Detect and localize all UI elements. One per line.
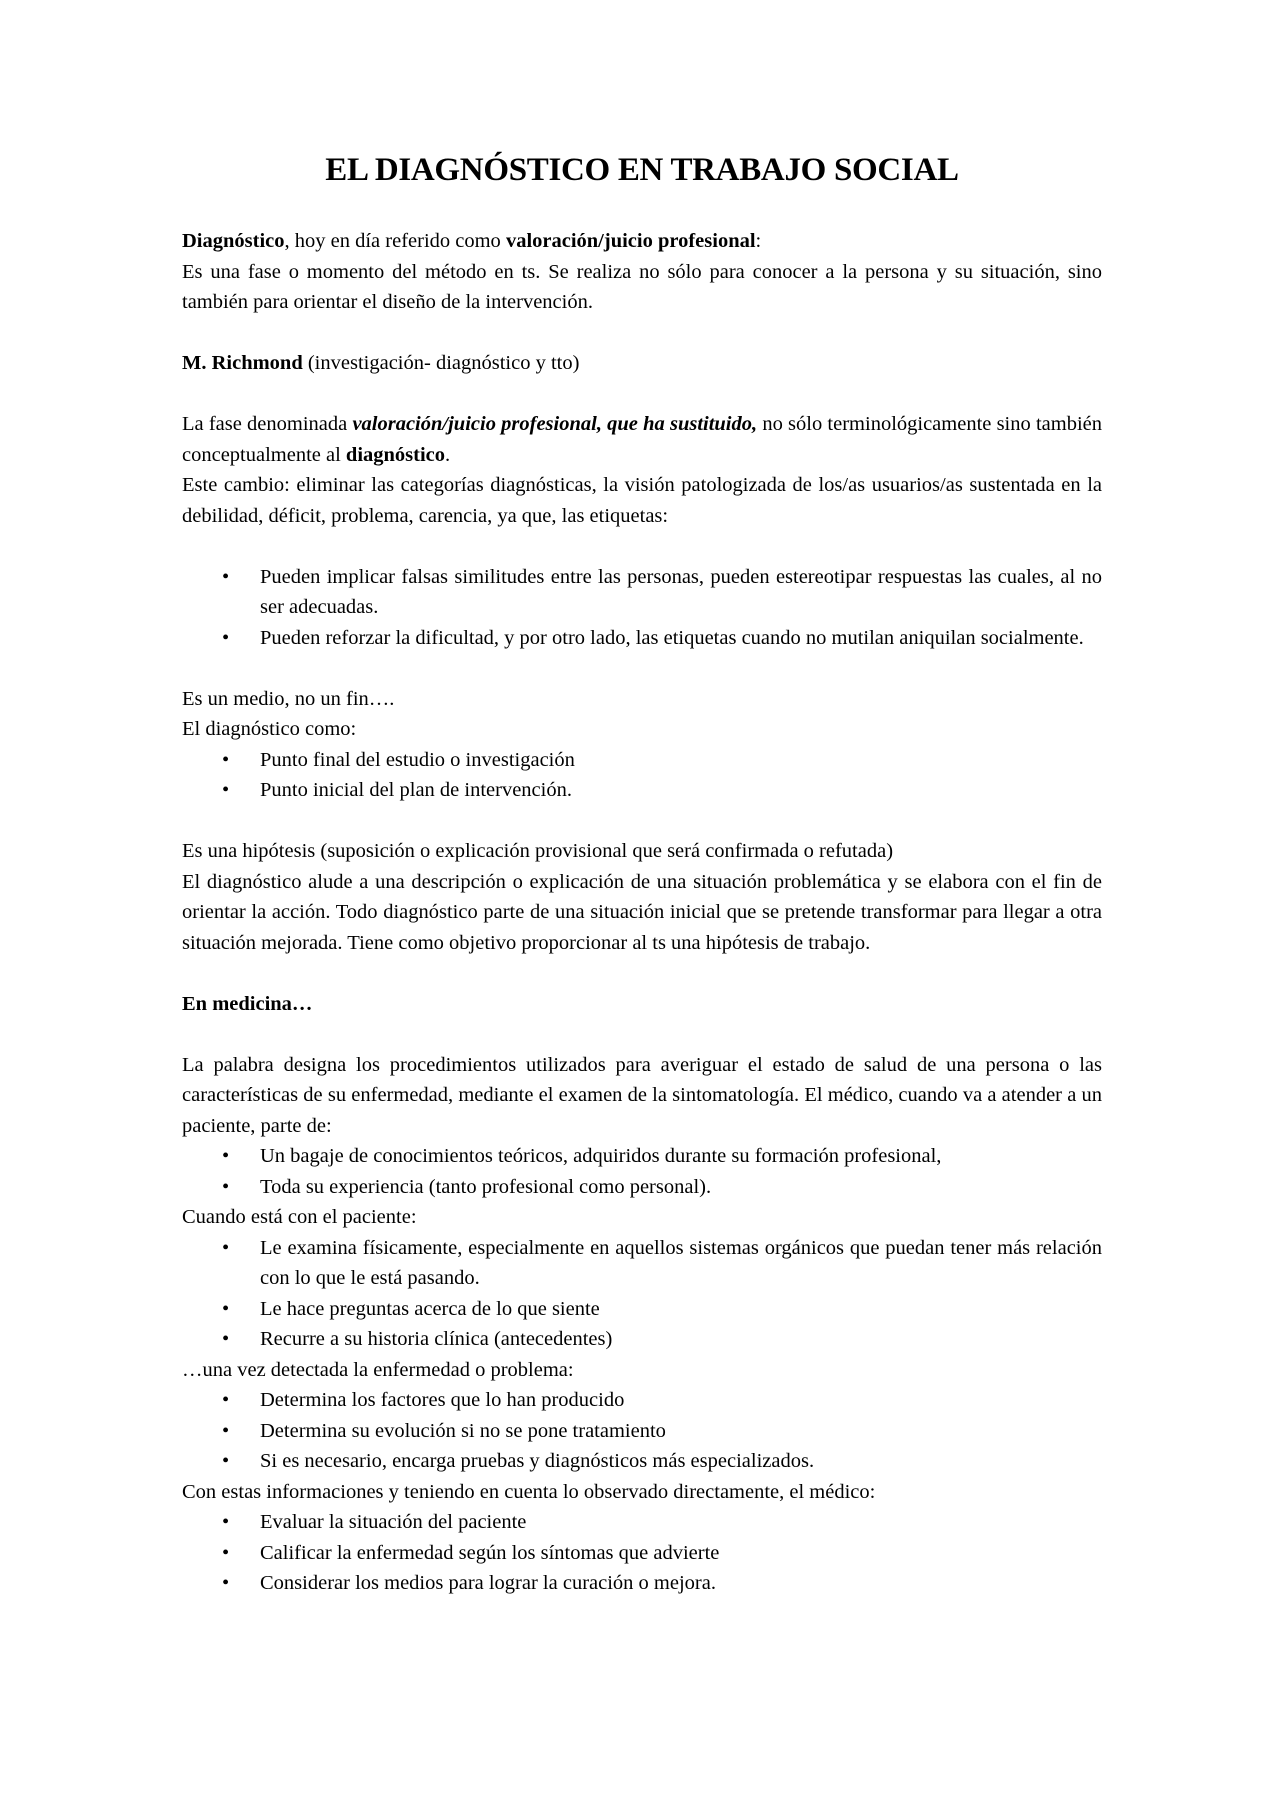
bullet-icon: • xyxy=(222,1389,230,1411)
fase-bold: diagnóstico xyxy=(345,443,446,466)
como-list xyxy=(182,745,1102,806)
richmond-rest: (investigación- diagnóstico y tto) xyxy=(302,352,580,374)
medio-line: Es un medio, no un fin…. xyxy=(182,687,395,710)
fase-end: . xyxy=(445,443,451,466)
list-item xyxy=(182,1141,1102,1172)
list-item-text: Determina su evolución si no se pone tratamiento xyxy=(260,1419,666,1442)
list-item-text: Punto final del estudio o investigación xyxy=(260,748,575,771)
bullet-icon: • xyxy=(222,626,230,649)
spacer xyxy=(182,653,1102,684)
spacer xyxy=(182,379,1102,410)
spacer xyxy=(182,806,1102,837)
list-item xyxy=(182,1294,1102,1325)
list-item-text: Le hace preguntas acerca de lo que siente xyxy=(260,1297,600,1320)
list-item xyxy=(182,1507,1102,1538)
list-item-text: Calificar la enfermedad según los síntomas que advierte xyxy=(260,1541,720,1564)
list-item-text: Pueden reforzar la dificultad, y por otro lado, las etiquetas cuando no mutilan aniquilan socialmente. xyxy=(260,626,1084,649)
list-item-text: Determina los factores que lo han producido xyxy=(260,1389,625,1411)
medico-list xyxy=(182,1507,1102,1599)
page-title: EL DIAGNÓSTICO EN TRABAJO SOCIAL xyxy=(325,152,959,188)
list-item xyxy=(182,562,1102,623)
bullet-icon: • xyxy=(222,1572,230,1594)
list-item xyxy=(182,1538,1102,1569)
parte-list xyxy=(182,1141,1102,1202)
fase-start: La fase denominada xyxy=(182,413,353,435)
intro-end: : xyxy=(755,230,762,252)
bullet-icon: • xyxy=(222,1541,230,1564)
fase-paragraph xyxy=(182,409,1102,470)
list-item-text: Evaluar la situación del paciente xyxy=(260,1511,527,1533)
bullet-icon: • xyxy=(222,748,230,771)
bullet-icon: • xyxy=(222,1145,230,1167)
detectada-list xyxy=(182,1385,1102,1477)
list-item xyxy=(182,745,1102,776)
como-line: El diagnóstico como: xyxy=(182,718,357,740)
bullet-icon: • xyxy=(222,1328,230,1350)
cambio-paragraph: Este cambio: eliminar las categorías diagnósticas, la visión patologizada de los/as usuarios/as sustentada en la debilidad, déficit, problema, carencia, ya que, las etiquetas: xyxy=(182,474,1102,527)
spacer xyxy=(182,531,1102,562)
cuando-line: Cuando está con el paciente: xyxy=(182,1206,417,1228)
intro-term2: valoración/juicio profesional xyxy=(505,230,756,252)
spacer xyxy=(182,958,1102,989)
medicina-heading-text: En medicina… xyxy=(182,992,313,1015)
bullet-icon: • xyxy=(222,1175,230,1198)
cuando-list xyxy=(182,1233,1102,1355)
list-item xyxy=(182,1416,1102,1447)
etiquetas-list xyxy=(182,562,1102,654)
alude-paragraph: El diagnóstico alude a una descripción o explicación de una situación problemática y se elabora con el fin de orientar la acción. Todo diagnóstico parte de una situación inicial que se pretende transformar para llegar a otra situación mejorada. Tiene como objetivo proporcionar al ts una hipótesis de trabajo. xyxy=(182,870,1102,954)
list-item xyxy=(182,1172,1102,1203)
list-item-text: Recurre a su historia clínica (antecedentes) xyxy=(260,1328,613,1350)
fase-emphasis: valoración/juicio profesional, que ha sustituido, xyxy=(352,413,758,435)
con-estas-line: Con estas informaciones y teniendo en cuenta lo observado directamente, el médico: xyxy=(182,1480,876,1503)
bullet-icon: • xyxy=(222,1450,230,1472)
document-body xyxy=(182,150,1102,1599)
intro-line xyxy=(182,226,1102,257)
fase-mid: no sólo terminológicamente sino también conceptualmente al xyxy=(182,413,1102,466)
hipotesis-line: Es una hipótesis (suposición o explicación provisional que será confirmada o refutada) xyxy=(182,840,894,862)
list-item xyxy=(182,1446,1102,1477)
bullet-icon: • xyxy=(222,1236,230,1259)
list-item xyxy=(182,623,1102,654)
list-item xyxy=(182,1568,1102,1599)
intro-mid: , hoy en día referido como xyxy=(284,230,506,252)
list-item xyxy=(182,1233,1102,1294)
bullet-icon: • xyxy=(222,1297,230,1320)
bullet-icon: • xyxy=(222,779,230,801)
list-item xyxy=(182,775,1102,806)
spacer xyxy=(182,318,1102,349)
richmond-name: M. Richmond xyxy=(182,352,303,374)
list-item-text: Considerar los medios para lograr la curación o mejora. xyxy=(260,1572,716,1594)
palabra-paragraph: La palabra designa los procedimientos utilizados para averiguar el estado de salud de una persona o las características de su enfermedad, mediante el examen de la sintomatología. El médico, cuando va a atender a un paciente, parte de: xyxy=(182,1053,1102,1137)
richmond-line xyxy=(182,348,1102,379)
intro-paragraph: Es una fase o momento del método en ts. Se realiza no sólo para conocer a la persona y su situación, sino también para orientar el diseño de la intervención. xyxy=(182,260,1102,313)
list-item xyxy=(182,1385,1102,1416)
spacer xyxy=(182,1019,1102,1050)
list-item-text: Si es necesario, encarga pruebas y diagnósticos más especializados. xyxy=(260,1450,815,1472)
list-item-text: Le examina físicamente, especialmente en aquellos sistemas orgánicos que puedan tener más relación con lo que le está pasando. xyxy=(260,1236,1102,1289)
intro-term: Diagnóstico xyxy=(182,230,285,252)
bullet-icon: • xyxy=(222,1419,230,1442)
list-item-text: Toda su experiencia (tanto profesional como personal). xyxy=(260,1175,712,1198)
bullet-icon: • xyxy=(222,565,230,588)
list-item-text: Pueden implicar falsas similitudes entre las personas, pueden estereotipar respuestas las cuales, al no ser adecuadas. xyxy=(260,565,1102,618)
detectada-line: …una vez detectada la enfermedad o problema: xyxy=(182,1358,574,1381)
medicina-heading xyxy=(182,989,1102,1020)
list-item xyxy=(182,1324,1102,1355)
list-item-text: Un bagaje de conocimientos teóricos, adquiridos durante su formación profesional, xyxy=(260,1145,942,1167)
bullet-icon: • xyxy=(222,1511,230,1533)
list-item-text: Punto inicial del plan de intervención. xyxy=(260,779,572,801)
